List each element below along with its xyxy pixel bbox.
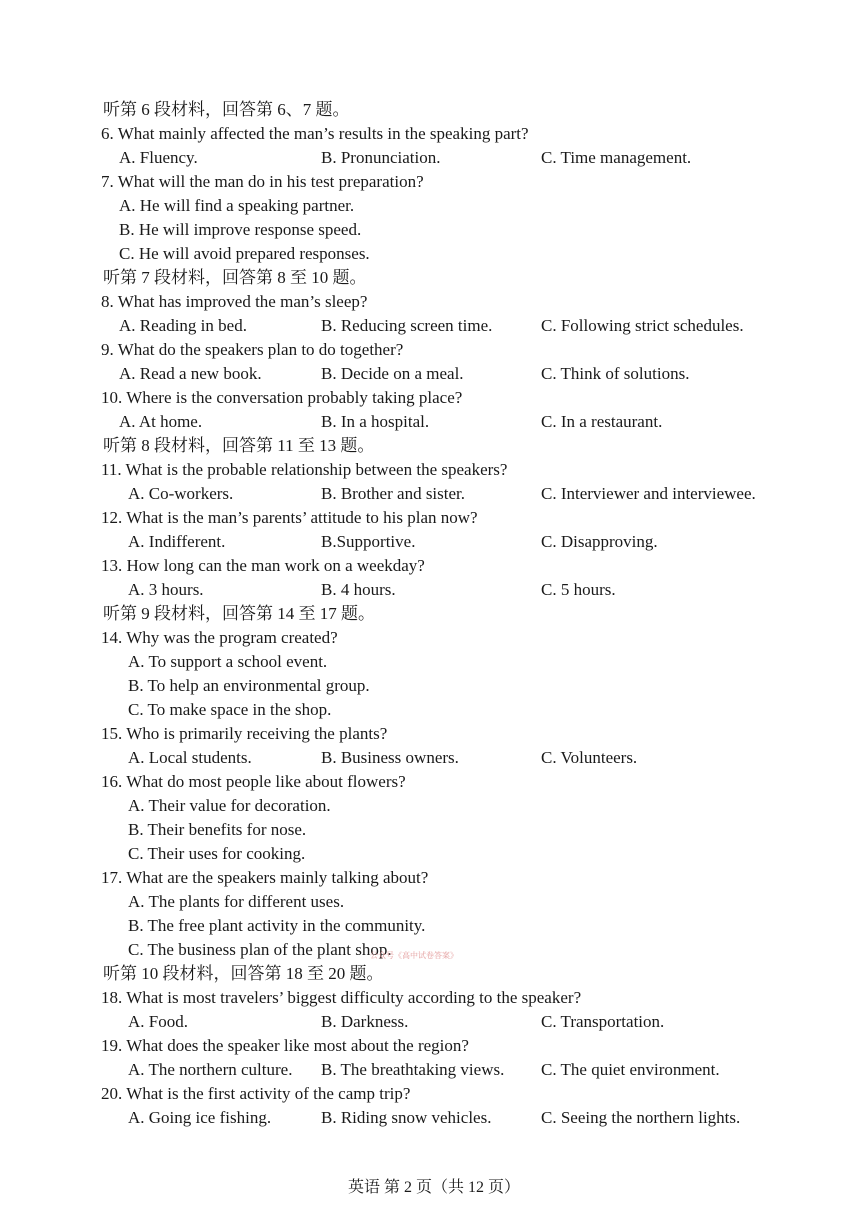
answer-option-a: A. Local students. — [128, 748, 252, 767]
option-row — [101, 1010, 801, 1034]
answer-option-b: B. Decide on a meal. — [321, 364, 464, 383]
exam-content — [101, 98, 801, 1130]
option-row — [101, 530, 801, 554]
question-stem: 8. What has improved the man’s sleep? — [101, 292, 368, 311]
answer-option-a: A. Read a new book. — [119, 364, 262, 383]
answer-option-b: B. The breathtaking views. — [321, 1060, 505, 1079]
answer-option-b: B. He will improve response speed. — [119, 220, 362, 239]
answer-option-a: A. He will find a speaking partner. — [119, 196, 355, 215]
answer-option-a: A. 3 hours. — [128, 580, 204, 599]
question-stem: 9. What do the speakers plan to do together? — [101, 340, 404, 359]
page-footer: 英语 第 2 页（共 12 页） — [347, 1179, 520, 1196]
answer-option-c: C. Seeing the northern lights. — [541, 1108, 741, 1127]
question-stem: 16. What do most people like about flowers? — [101, 772, 406, 791]
answer-option-c: C. In a restaurant. — [541, 412, 663, 431]
answer-option-c: C. Interviewer and interviewee. — [541, 484, 756, 503]
answer-option-b: B.Supportive. — [321, 532, 416, 551]
answer-option-c: C. Following strict schedules. — [541, 316, 744, 335]
answer-option-b: B. The free plant activity in the community. — [128, 916, 426, 935]
section-heading: 听第 10 段材料，回答第 18 至 20 题。 — [103, 964, 384, 983]
answer-option-c: C. Their uses for cooking. — [128, 844, 306, 863]
option-row — [101, 746, 801, 770]
answer-option-b: B. Brother and sister. — [321, 484, 466, 503]
question-stem: 14. Why was the program created? — [101, 628, 338, 647]
answer-option-a: A. To support a school event. — [128, 652, 328, 671]
answer-option-b: B. To help an environmental group. — [128, 676, 370, 695]
answer-option-b: B. Their benefits for nose. — [128, 820, 307, 839]
answer-option-c: C. Disapproving. — [541, 532, 658, 551]
answer-option-b: B. 4 hours. — [321, 580, 396, 599]
question-stem: 20. What is the first activity of the camp trip? — [101, 1084, 411, 1103]
answer-option-c: C. The quiet environment. — [541, 1060, 720, 1079]
question-stem: 17. What are the speakers mainly talking about? — [101, 868, 429, 887]
answer-option-b: B. Riding snow vehicles. — [321, 1108, 492, 1127]
answer-option-c: C. To make space in the shop. — [128, 700, 332, 719]
option-row — [101, 1058, 801, 1082]
answer-option-a: A. At home. — [119, 412, 203, 431]
answer-option-b: B. Darkness. — [321, 1012, 409, 1031]
section-heading: 听第 8 段材料，回答第 11 至 13 题。 — [103, 436, 375, 455]
answer-option-a: A. Co-workers. — [128, 484, 234, 503]
question-stem: 12. What is the man’s parents’ attitude to his plan now? — [101, 508, 478, 527]
answer-option-a: A. The plants for different uses. — [128, 892, 345, 911]
answer-option-a: A. Their value for decoration. — [128, 796, 331, 815]
question-stem: 10. Where is the conversation probably taking place? — [101, 388, 463, 407]
question-stem: 11. What is the probable relationship between the speakers? — [101, 460, 508, 479]
answer-option-c: C. Think of solutions. — [541, 364, 690, 383]
answer-option-b: B. Business owners. — [321, 748, 459, 767]
answer-option-c: C. He will avoid prepared responses. — [119, 244, 370, 263]
option-row — [101, 362, 801, 386]
answer-option-a: A. The northern culture. — [128, 1060, 293, 1079]
question-stem: 18. What is most travelers’ biggest difficulty according to the speaker? — [101, 988, 582, 1007]
answer-option-c: C. 5 hours. — [541, 580, 616, 599]
option-row — [101, 146, 801, 170]
answer-option-b: B. In a hospital. — [321, 412, 430, 431]
answer-option-a: A. Going ice fishing. — [128, 1108, 272, 1127]
watermark: 公众号《高中试卷答案》 — [370, 951, 458, 960]
answer-option-c: C. Volunteers. — [541, 748, 638, 767]
answer-option-a: A. Food. — [128, 1012, 188, 1031]
section-heading: 听第 7 段材料，回答第 8 至 10 题。 — [103, 268, 367, 287]
question-stem: 13. How long can the man work on a weekday? — [101, 556, 425, 575]
answer-option-a: A. Fluency. — [119, 148, 198, 167]
section-heading: 听第 6 段材料，回答第 6、7 题。 — [103, 100, 350, 119]
answer-option-b: B. Reducing screen time. — [321, 316, 493, 335]
answer-option-a: A. Indifferent. — [128, 532, 226, 551]
question-stem: 19. What does the speaker like most about the region? — [101, 1036, 469, 1055]
answer-option-c: C. Time management. — [541, 148, 692, 167]
answer-option-c: C. Transportation. — [541, 1012, 665, 1031]
option-row — [101, 314, 801, 338]
option-row — [101, 482, 801, 506]
option-row — [101, 1106, 801, 1130]
option-row — [101, 410, 801, 434]
question-stem: 7. What will the man do in his test preparation? — [101, 172, 424, 191]
question-stem: 15. Who is primarily receiving the plants? — [101, 724, 388, 743]
answer-option-b: B. Pronunciation. — [321, 148, 441, 167]
question-stem: 6. What mainly affected the man’s results in the speaking part? — [101, 124, 529, 143]
answer-option-c: C. The business plan of the plant shop. — [128, 940, 392, 959]
option-row — [101, 578, 801, 602]
answer-option-a: A. Reading in bed. — [119, 316, 247, 335]
section-heading: 听第 9 段材料，回答第 14 至 17 题。 — [103, 604, 375, 623]
